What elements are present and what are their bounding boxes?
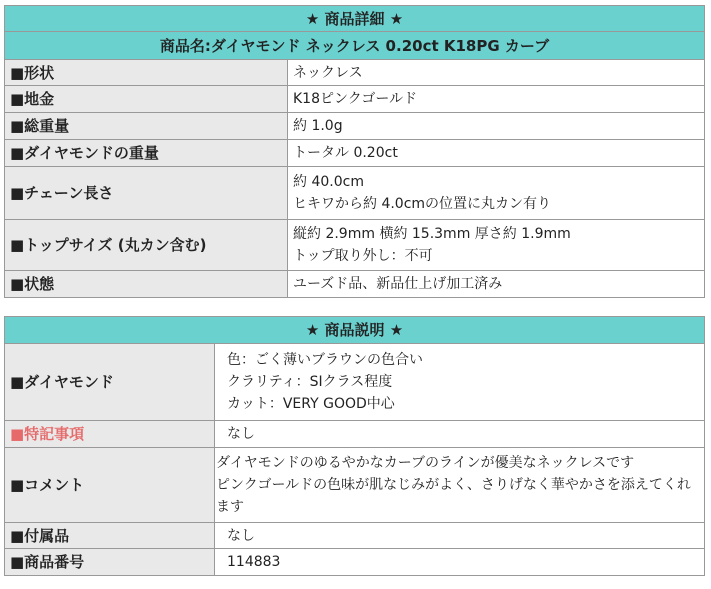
spec-label: ■チェーン長さ (5, 167, 288, 220)
description-row (5, 549, 705, 576)
spec-label: ■状態 (5, 271, 288, 298)
value-line: ピンクゴールドの色味が肌なじみがよく、さりげなく華やかさを添えてくれ (216, 477, 691, 493)
description-label: ■商品番号 (5, 549, 215, 576)
spec-table (4, 5, 705, 298)
spec-label: ■総重量 (5, 113, 288, 140)
spec-value: ユーズド品、新品仕上げ加工済み (288, 271, 705, 298)
value-line: クラリティ：SIクラス程度 (227, 374, 393, 390)
description-label: ■ダイヤモンド (5, 344, 215, 421)
spec-label: ■地金 (5, 86, 288, 113)
spec-row (5, 271, 705, 298)
value-line: ダイヤモンドのゆるやかなカーブのラインが優美なネックレスです (216, 455, 635, 471)
spec-value: トータル 0.20ct (288, 140, 705, 167)
description-value: なし (215, 523, 705, 549)
value-line: 色：ごく薄いブラウンの色合い (227, 352, 423, 368)
spec-value (288, 167, 705, 220)
product-name: 商品名:ダイヤモンド ネックレス 0.20ct K18PG カーブ (5, 32, 705, 60)
spec-value: ネックレス (288, 60, 705, 86)
spec-row (5, 86, 705, 113)
description-row (5, 421, 705, 448)
description-row (5, 448, 705, 523)
spec-row (5, 113, 705, 140)
value-line: ヒキワから約 4.0cmの位置に丸カン有り (293, 196, 552, 212)
description-label-highlight: ■特記事項 (5, 421, 215, 448)
value-line: 約 40.0cm (293, 174, 364, 190)
description-row (5, 344, 705, 421)
value-line: トップ取り外し：不可 (293, 248, 433, 264)
value-line: 縦約 2.9mm 横約 15.3mm 厚さ約 1.9mm (293, 226, 571, 242)
description-value (215, 344, 705, 421)
spec-value: K18ピンクゴールド (288, 86, 705, 113)
spec-row (5, 220, 705, 271)
spec-label: ■形状 (5, 60, 288, 86)
description-value (215, 448, 705, 523)
description-value: なし (215, 421, 705, 448)
spec-value: 約 1.0g (288, 113, 705, 140)
description-row (5, 523, 705, 549)
spec-row (5, 167, 705, 220)
description-value: 114883 (215, 549, 705, 576)
spec-label: ■ダイヤモンドの重量 (5, 140, 288, 167)
spec-header: ★ 商品詳細 ★ (5, 6, 705, 32)
spec-value (288, 220, 705, 271)
spec-row (5, 140, 705, 167)
description-table (4, 316, 705, 576)
value-line: カット：VERY GOOD中心 (227, 396, 395, 412)
spec-label: ■トップサイズ (丸カン含む) (5, 220, 288, 271)
value-line: ます (216, 499, 244, 515)
spec-row (5, 60, 705, 86)
description-label: ■付属品 (5, 523, 215, 549)
description-label: ■コメント (5, 448, 215, 523)
description-header: ★ 商品説明 ★ (5, 317, 705, 344)
